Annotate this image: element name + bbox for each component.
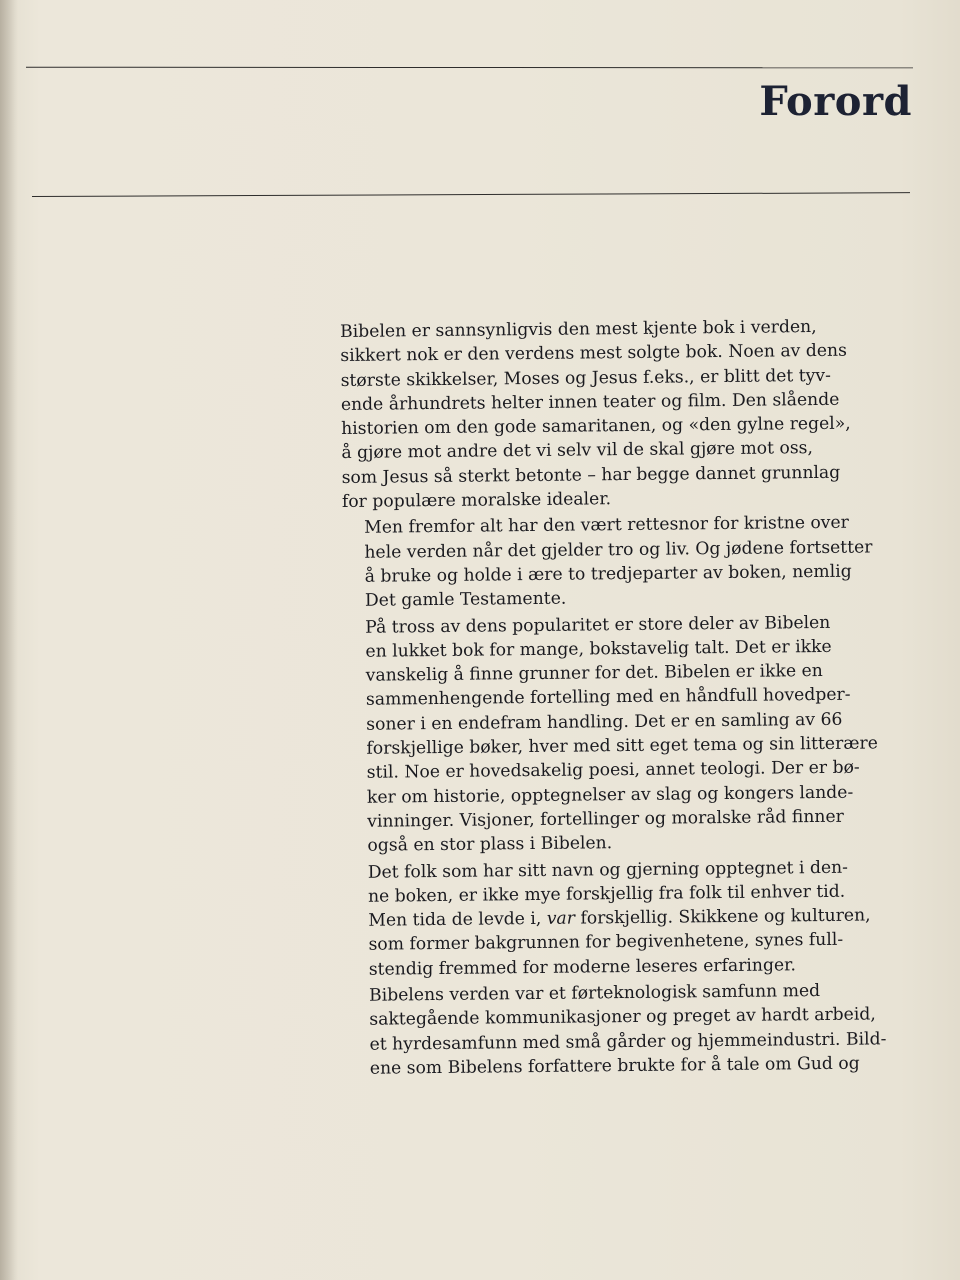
- text-line: største skikkelser, Moses og Jesus f.eks., er blitt det tyv-: [340, 365, 831, 391]
- bottom-rule: [32, 192, 910, 197]
- text-line: stendig fremmed for moderne leseres erfaringer.: [368, 954, 797, 980]
- emphasized-word: var: [546, 908, 576, 929]
- text-line: Det gamle Testamente.: [364, 588, 567, 612]
- text-line: Bibelens verden var et førteknologisk samfunn med: [368, 981, 821, 1006]
- text-line: Men fremfor alt har den vært rettesnor for kristne over: [364, 513, 849, 539]
- text-line: sammenhengende fortelling med en håndfull hovedper-: [365, 685, 851, 711]
- text-line: ende århundrets helter innen teater og film. Den slående: [340, 389, 840, 415]
- text-line: for populære moralske idealer.: [341, 489, 612, 513]
- text-segment: Men tida de levde i,: [368, 908, 547, 931]
- text-line: også en stor plass i Bibelen.: [367, 833, 613, 856]
- text-line: saktegående kommunikasjoner og preget av hardt arbeid,: [369, 1004, 876, 1031]
- text-line: å bruke og holde i ære to tredjeparter av boken, nemlig: [364, 561, 852, 587]
- text-line: Bibelen er sannsynligvis den mest kjente bok i verden,: [340, 317, 817, 342]
- paragraph-4: [346, 855, 907, 982]
- text-line: som former bakgrunnen for begivenhetene, synes full-: [368, 930, 844, 956]
- text-line: På tross av dens popularitet er store deler av Bibelen: [365, 612, 831, 638]
- text-line: stil. Noe er hovedsakelig poesi, annet teologi. Der er bø-: [366, 757, 860, 784]
- text-line: ene som Bibelens forfattere brukte for å tale om Gud og: [369, 1053, 860, 1079]
- text-line: historien om den gode samaritanen, og «den gylne regel»,: [341, 413, 851, 440]
- paragraph-2: [342, 511, 903, 614]
- text-line: hele verden når det gjelder tro og liv. Og jødene fortsetter: [364, 537, 873, 563]
- text-line: forskjellige bøker, hver med sitt eget tema og sin litterære: [366, 733, 878, 759]
- spine-shadow: [0, 0, 18, 1280]
- page-title: Forord: [759, 78, 912, 125]
- text-line: Det folk som har sitt navn og gjerning opptegnet i den-: [367, 857, 849, 883]
- text-line: soner i en endefram handling. Det er en samling av 66: [366, 709, 843, 735]
- top-rule: [26, 67, 913, 69]
- text-line: vinninger. Visjoner, fortellinger og moralske råd finner: [367, 806, 844, 832]
- text-line: å gjøre mot andre det vi selv vil de skal gjøre mot oss,: [341, 438, 814, 464]
- text-line: som Jesus så sterkt betonte – har begge dannet grunnlag: [341, 462, 841, 488]
- paragraph-5: [347, 978, 908, 1081]
- text-line: ne boken, er ikke mye forskjellig fra folk til enhver tid.: [367, 881, 846, 907]
- text-line: et hyrdesamfunn med små gårder og hjemmeindustri. Bild-: [369, 1028, 887, 1055]
- preface-text: [340, 314, 908, 1081]
- text-line: vanskelig å finne grunner for det. Bibelen er ikke en: [365, 661, 823, 686]
- text-line: sikkert nok er den verdens mest solgte bok. Noen av dens: [340, 340, 847, 367]
- text-segment: forskjellig. Skikkene og kulturen,: [574, 905, 871, 929]
- paragraph-1: [340, 314, 902, 514]
- paragraph-3: [343, 610, 906, 859]
- text-line: en lukket bok for mange, bokstavelig talt. Det er ikke: [365, 636, 832, 662]
- text-line: ker om historie, opptegnelser av slag og kongers lande-: [366, 782, 854, 808]
